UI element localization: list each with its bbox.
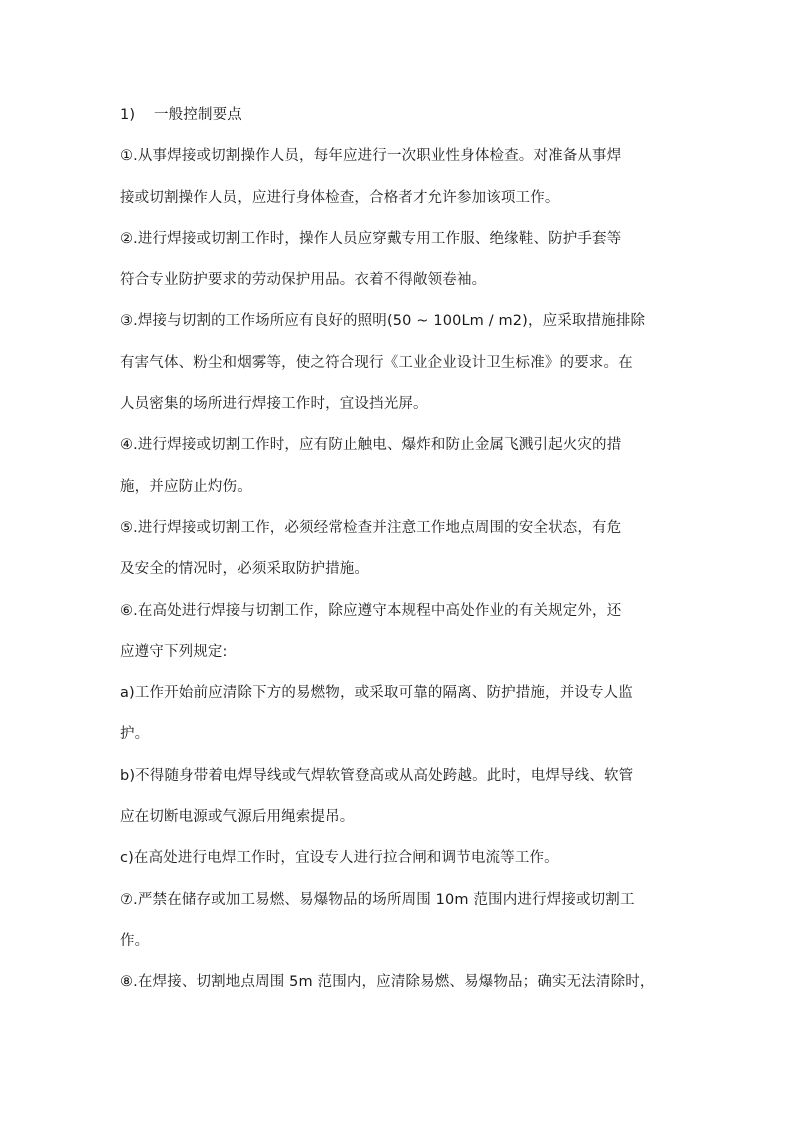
text-line: 人员密集的场所进行焊接工作时，宜设挡光屏。 (120, 396, 428, 413)
text-line: a)工作开始前应清除下方的易燃物，或采取可靠的隔离、防护措施，并设专人监 (120, 685, 633, 702)
text-line: 及安全的情况时，必须采取防护措施。 (120, 561, 370, 578)
text-line: ⑧.在焊接、切割地点周围 5m 范围内，应清除易燃、易爆物品；确实无法清除时， (120, 974, 655, 991)
section-heading (120, 100, 676, 141)
text-line: 符合专业防护要求的劳动保护用品。衣着不得敞领卷袖。 (120, 272, 487, 289)
text-line: ⑦.严禁在储存或加工易燃、易爆物品的场所周围 10m 范围内进行焊接或切割工 (120, 891, 635, 908)
text-line: b)不得随身带着电焊导线或气焊软管登高或从高处跨越。此时，电焊导线、软管 (120, 767, 634, 784)
document-body (120, 100, 676, 1009)
text-line: 应遵守下列规定: (120, 643, 228, 660)
text-line: 施，并应防止灼伤。 (120, 478, 252, 495)
text-line: 作。 (120, 932, 150, 949)
text-line: 护。 (120, 726, 150, 743)
section-title: 一般控制要点 (154, 107, 242, 123)
text-line: ①.从事焊接或切割操作人员，每年应进行一次职业性身体检查。对准备从事焊 (120, 148, 622, 165)
text-line: ④.进行焊接或切割工作时，应有防止触电、爆炸和防止金属飞溅引起火灾的措 (120, 437, 622, 454)
text-line: ⑥.在高处进行焊接与切割工作，除应遵守本规程中高处作业的有关规定外，还 (120, 602, 622, 619)
text-line: 有害气体、粉尘和烟雾等，使之符合现行《工业企业设计卫生标准》的要求。在 (120, 354, 633, 371)
text-line: ⑤.进行焊接或切割工作，必须经常检查并注意工作地点周围的安全状态，有危 (120, 519, 622, 536)
text-line: ③.焊接与切割的工作场所应有良好的照明(50 ~ 100Lm / m2)，应采取措施排除 (120, 313, 646, 330)
text-line: 应在切断电源或气源后用绳索提吊。 (120, 809, 355, 826)
section-number: 1) (120, 107, 136, 123)
text-line: ②.进行焊接或切割工作时，操作人员应穿戴专用工作服、绝缘鞋、防护手套等 (120, 230, 622, 247)
text-line: c)在高处进行电焊工作时，宜设专人进行拉合闸和调节电流等工作。 (120, 850, 559, 867)
text-line: 接或切割操作人员，应进行身体检查，合格者才允许参加该项工作。 (120, 189, 560, 206)
